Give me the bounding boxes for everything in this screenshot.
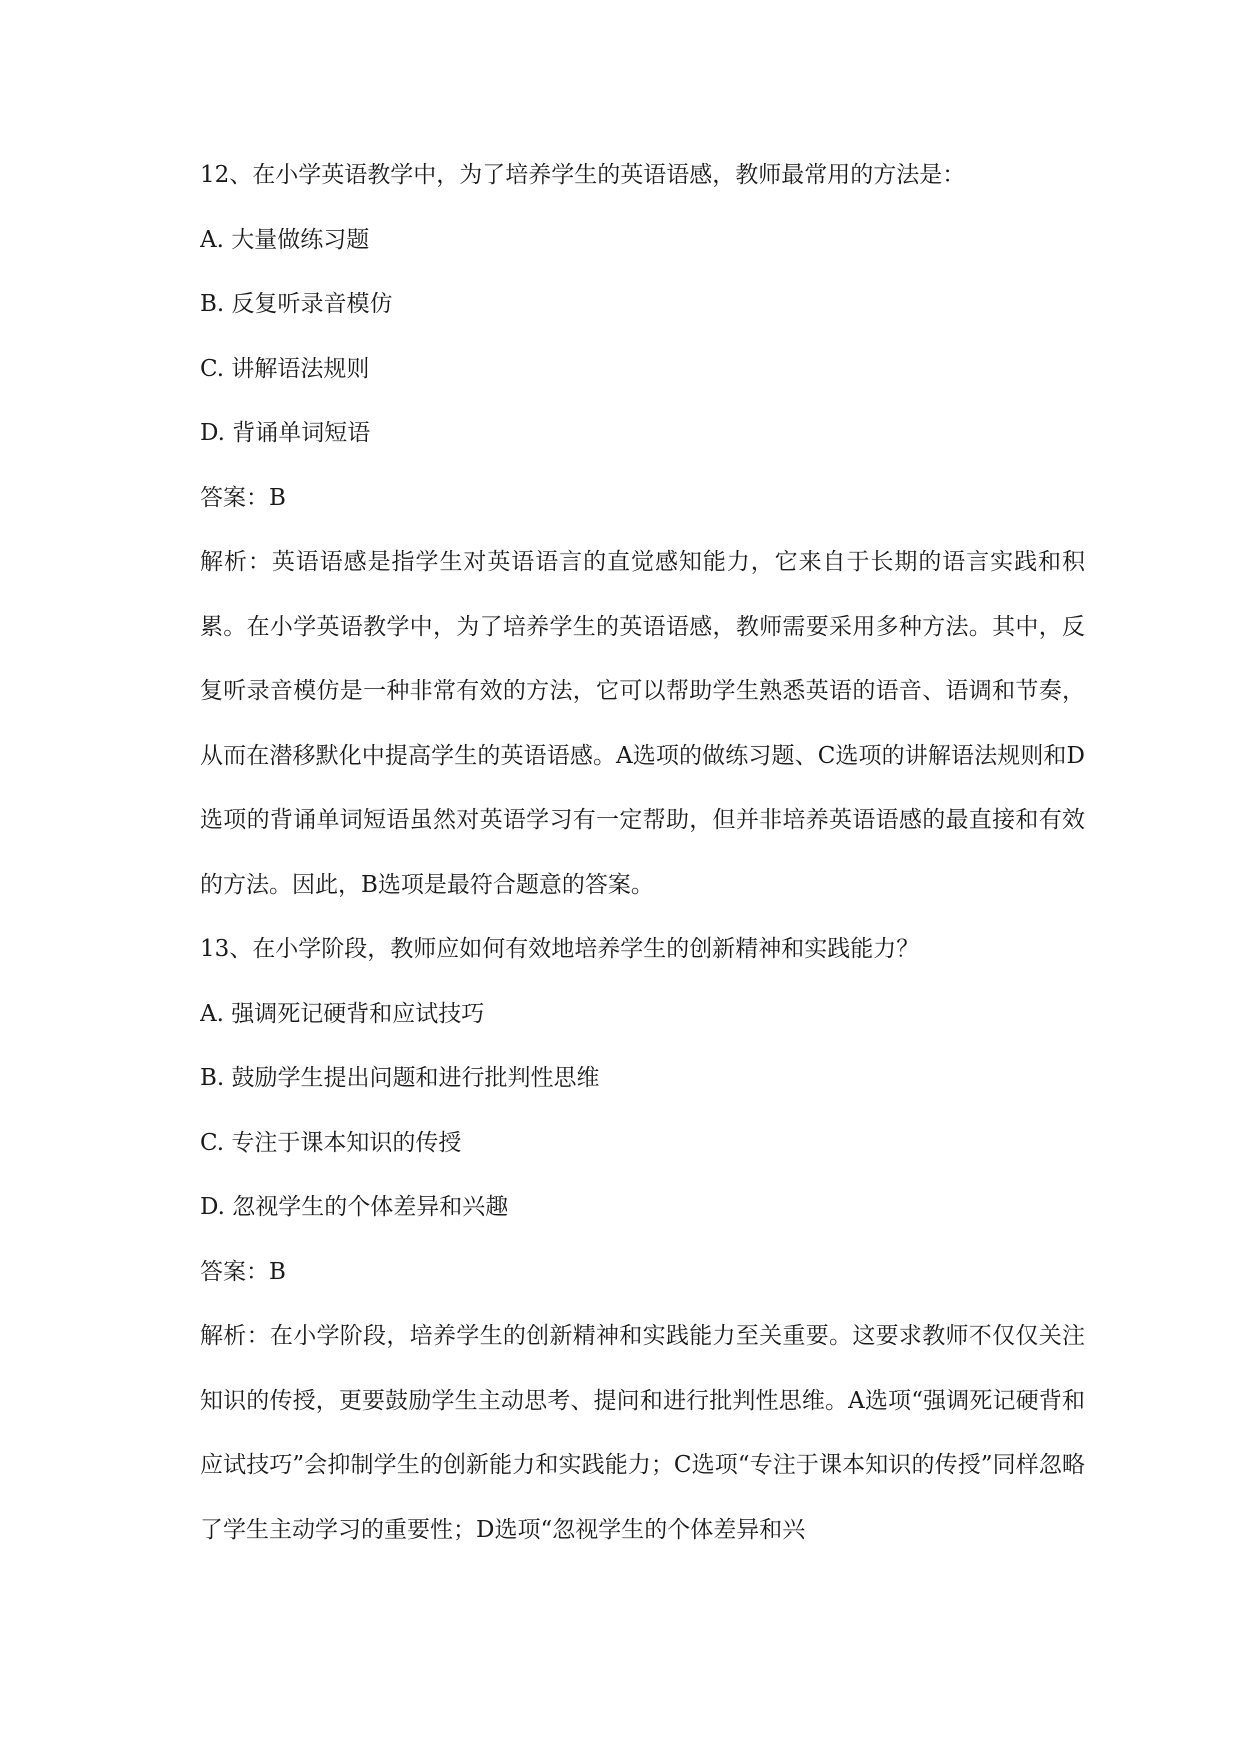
option-d: D. 忽视学生的个体差异和兴趣 (200, 1194, 509, 1220)
option-a: A. 强调死记硬背和应试技巧 (200, 1000, 485, 1027)
option-b: B. 反复听录音模仿 (200, 291, 393, 317)
option-d: D. 背诵单词短语 (200, 420, 371, 446)
option-b: B. 鼓励学生提出问题和进行批判性思维 (200, 1065, 600, 1091)
question-12 (200, 143, 1085, 917)
question-13 (200, 917, 1085, 1562)
question-stem: 12、在小学英语教学中，为了培养学生的英语语感，教师最常用的方法是： (200, 162, 966, 188)
option-c: C. 专注于课本知识的传授 (200, 1129, 462, 1156)
analysis-paragraph: 解析：英语语感是指学生对英语语言的直觉感知能力，它来自于长期的语言实践和积累。在小学英语教学中，为了培养学生的英语语感，教师需要采用多种方法。其中，反复听录音模仿是一种非常有效的方法，它可以帮助学生熟悉英语的语音、语调和节奏，从而在潜移默化中提高学生的英语语感。A选项的做练习题、C选项的讲解语法规则和D选项的背诵单词短语虽然对英语学习有一定帮助，但并非培养英语语感的最直接和有效的方法。因此，B选项是最符合题意的答案。 (200, 549, 1085, 898)
answer-line: 答案：B (200, 1258, 286, 1285)
document-page (200, 143, 1085, 1562)
question-stem: 13、在小学阶段，教师应如何有效地培养学生的创新精神和实践能力？ (200, 936, 920, 962)
option-a: A. 大量做练习题 (200, 226, 370, 253)
analysis-paragraph: 解析：在小学阶段，培养学生的创新精神和实践能力至关重要。这要求教师不仅仅关注知识的传授，更要鼓励学生主动思考、提问和进行批判性思维。A选项“强调死记硬背和应试技巧”会抑制学生的创新能力和实践能力；C选项“专注于课本知识的传授”同样忽略了学生主动学习的重要性；D选项“忽视学生的个体差异和兴 (200, 1323, 1085, 1543)
answer-line: 答案：B (200, 484, 286, 511)
option-c: C. 讲解语法规则 (200, 355, 370, 382)
